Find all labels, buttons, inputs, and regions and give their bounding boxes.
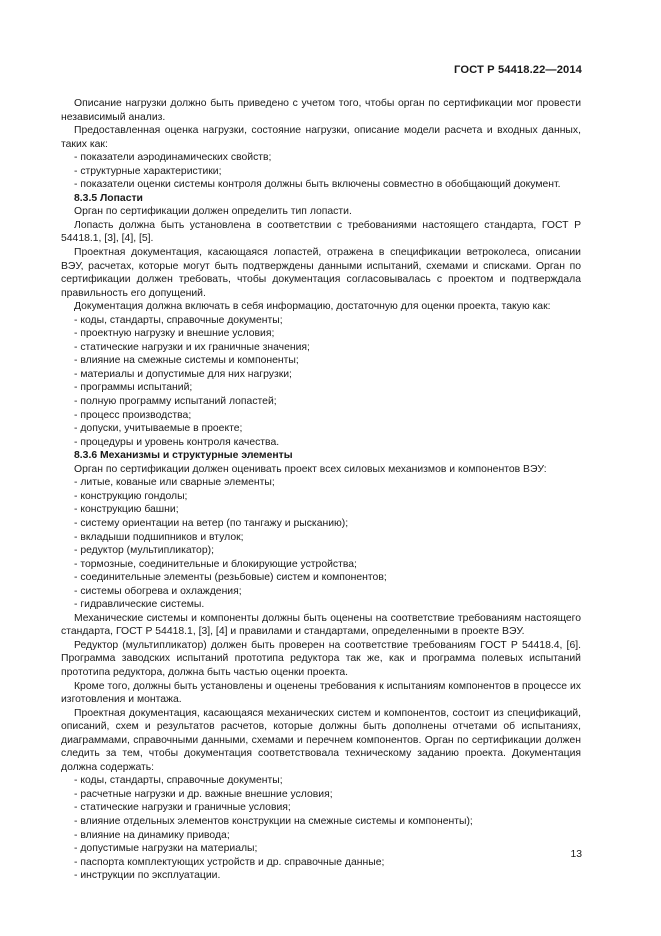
paragraph: Лопасть должна быть установлена в соответствии с требованиями настоящего стандарта, ГОСТ Р 54418.1, [3], [4], [5]. xyxy=(61,219,581,245)
list-item: - литые, кованые или сварные элементы; xyxy=(74,477,275,489)
paragraph: Кроме того, должны быть установлены и оценены требования к испытаниям компонентов в процессе их изготовления и монтажа. xyxy=(61,680,581,706)
list-item: - системы обогрева и охлаждения; xyxy=(74,585,242,597)
list-item: - статические нагрузки и их граничные значения; xyxy=(74,341,310,353)
list-item: - влияние на смежные системы и компоненты; xyxy=(74,355,299,367)
list-item: - инструкции по эксплуатации. xyxy=(74,870,221,882)
list-item: - процедуры и уровень контроля качества. xyxy=(74,436,280,448)
list-item: - допуски, учитываемые в проекте; xyxy=(74,423,243,435)
list-item: - показатели оценки системы контроля должны быть включены совместно в обобщающий документ. xyxy=(74,179,561,191)
paragraph: Документация должна включать в себя информацию, достаточную для оценки проекта, такую как: xyxy=(74,301,551,313)
list-item: - гидравлические системы. xyxy=(74,599,205,611)
list-item: - конструкцию гондолы; xyxy=(74,490,188,502)
paragraph: Механические системы и компоненты должны быть оценены на соответствие требованиям настоящего стандарта, ГОСТ Р 54418.1, [3], [4] и правилами и стандартами, определенными в проекте ВЭУ. xyxy=(61,612,581,638)
document-header: ГОСТ Р 54418.22—2014 xyxy=(454,64,582,76)
section-heading: 8.3.6 Механизмы и структурные элементы xyxy=(74,450,293,462)
section-heading: 8.3.5 Лопасти xyxy=(74,192,143,204)
list-item: - тормозные, соединительные и блокирующие устройства; xyxy=(74,558,357,570)
paragraph: Проектная документация, касающаяся лопастей, отражена в спецификации ветроколеса, описании ВЭУ, расчетах, которые могут быть подтверждены данными испытаний, схемами и списками. Орган по сертификации должен требовать, чтобы документация согласовывалась с проектом и подтверждала правильность его допущений. xyxy=(61,247,581,299)
list-item: - допустимые нагрузки на материалы; xyxy=(74,843,258,855)
list-item: - соединительные элементы (резьбовые) систем и компонентов; xyxy=(74,572,387,584)
document-body xyxy=(61,97,581,883)
list-item: - систему ориентации на ветер (по тангажу и рысканию); xyxy=(74,517,349,529)
list-item: - материалы и допустимые для них нагрузки; xyxy=(74,368,292,380)
list-item: - статические нагрузки и граничные условия; xyxy=(74,802,291,814)
list-item: - коды, стандарты, справочные документы; xyxy=(74,314,283,326)
list-item: - влияние на динамику привода; xyxy=(74,829,230,841)
paragraph: Орган по сертификации должен оценивать проект всех силовых механизмов и компонентов ВЭУ: xyxy=(74,463,547,475)
page-number: 13 xyxy=(570,849,582,860)
list-item: - конструкцию башни; xyxy=(74,504,179,516)
list-item: - полную программу испытаний лопастей; xyxy=(74,396,277,408)
list-item: - расчетные нагрузки и др. важные внешние условия; xyxy=(74,788,333,800)
list-item: - процесс производства; xyxy=(74,409,192,421)
list-item: - структурные характеристики; xyxy=(74,165,222,177)
list-item: - вкладыши подшипников и втулок; xyxy=(74,531,244,543)
paragraph: Проектная документация, касающаяся механических систем и компонентов, состоит из спецификаций, описаний, схем и результатов расчетов, которые должны быть дополнены отчетами об испытаниях, диаграммами, справочными данными, схемами и перечнем компонентов. Орган по сертификации должен следить за тем, чтобы документация соответствовала техническому заданию проекта. Документация должна содержать: xyxy=(61,707,581,773)
paragraph: Описание нагрузки должно быть приведено с учетом того, чтобы орган по сертификации мог провести независимый анализ. xyxy=(61,98,581,123)
list-item: - программы испытаний; xyxy=(74,382,193,394)
list-item: - редуктор (мультипликатор); xyxy=(74,545,214,557)
list-item: - влияние отдельных элементов конструкции на смежные системы и компоненты); xyxy=(74,815,473,827)
list-item: - паспорта комплектующих устройств и др. справочные данные; xyxy=(74,856,385,868)
list-item: - показатели аэродинамических свойств; xyxy=(74,152,272,164)
paragraph: Орган по сертификации должен определить тип лопасти. xyxy=(74,206,352,218)
list-item: - коды, стандарты, справочные документы; xyxy=(74,775,283,787)
paragraph: Предоставленная оценка нагрузки, состояние нагрузки, описание модели расчета и входных данных, таких как: xyxy=(61,125,581,150)
list-item: - проектную нагрузку и внешние условия; xyxy=(74,328,275,340)
paragraph: Редуктор (мультипликатор) должен быть проверен на соответствие требованиям ГОСТ Р 54418.4, [6]. Программа заводских испытаний прототипа редуктора так же, как и программа полевых испытаний прототипа редуктора, должна быть частью оценки проекта. xyxy=(61,639,581,678)
